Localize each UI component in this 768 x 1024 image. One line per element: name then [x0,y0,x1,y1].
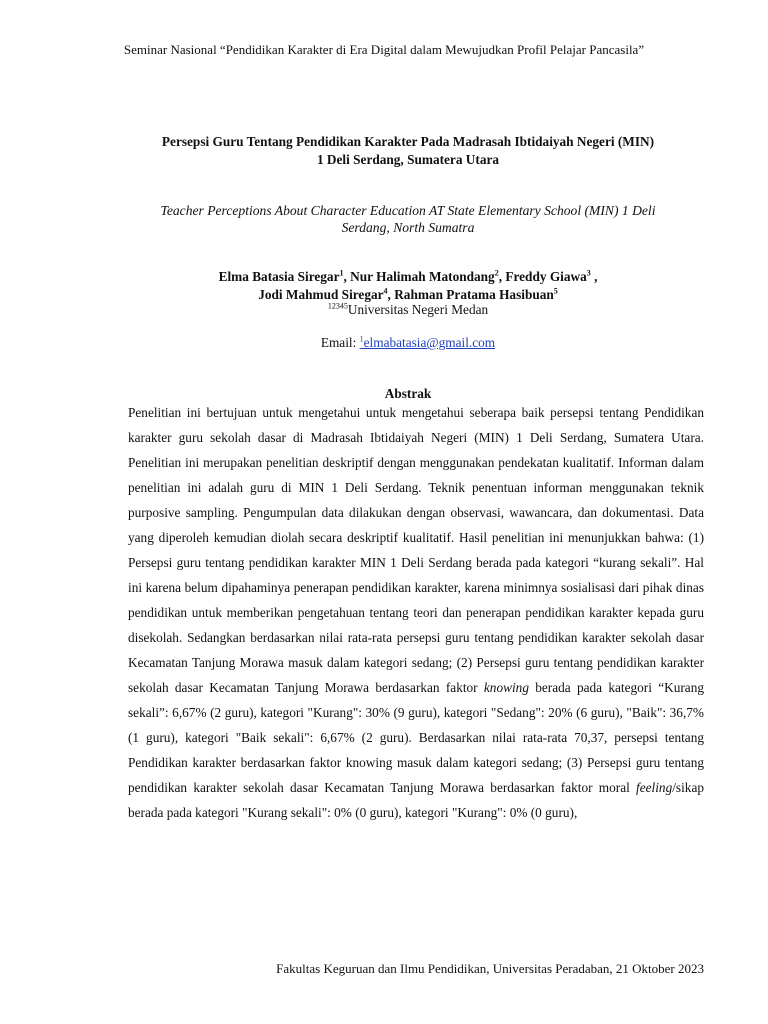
abstract-text: berada pada kategori “Kurang sekali”: 6,67% (2 guru), kategori "Kurang": 30% (9 guru), kategori "Sedang": 20% (6 guru), "Baik": 36,7% (1 guru), kategori "Baik sekali": 6,67% (2 guru). Berdasarkan nilai rata-rata 70,37, persepsi tentang Pendidikan karakter berdasarkan faktor knowing masuk dalam kategori sedang; (3) Persepsi guru tentang pendidikan karakter sekolah dasar Kecamatan Tanjung Morawa berdasarkan faktor moral [128,680,704,795]
running-header: Seminar Nasional “Pendidikan Karakter di Era Digital dalam Mewujudkan Profil Pelajar Pancasila” [123,42,645,57]
affiliation [0,302,768,318]
abstract-italic-term: feeling [636,780,673,795]
abstract-text: /sikap berada pada kategori "Kurang sekali": 0% (0 guru), kategori "Kurang": 0% (0 guru), [128,780,704,820]
email-address: elmabatasia@gmail.com [363,335,496,350]
paper-title-english-line: Serdang, North Sumatra [341,220,475,235]
email-label: Email: [320,335,360,350]
author-affiliation-mark: 5 [553,286,558,296]
affiliation-mark: 12345 [327,301,348,311]
paper-title-line: Persepsi Guru Tentang Pendidikan Karakter Pada Madrasah Ibtidaiyah Negeri (MIN) [161,134,655,149]
author-name: Freddy Giawa [505,269,587,284]
abstract-text: Penelitian ini bertujuan untuk mengetahui untuk mengetahui seberapa baik persepsi tentang Pendidikan karakter guru sekolah dasar di Madrasah Ibtidaiyah Negeri (MIN) 1 Deli Serdang, Sumatera Utara. Penelitian ini merupakan penelitian deskriptif dengan menggunakan pendekatan kualitatif. Informan dalam penelitian ini adalah guru di MIN 1 Deli Serdang. Teknik penentuan informan menggunakan teknik purposive sampling. Pengumpulan data dilakukan dengan observasi, wawancara, dan dokumentasi. Data yang diperoleh kemudian diolah secara deskriptif kualitatif. Hasil penelitian ini menunjukkan bahwa: (1) Persepsi guru tentang pendidikan karakter MIN 1 Deli Serdang berada pada kategori “kurang sekali”. Hal ini karena belum dipahaminya penerapan pendidikan karakter, karena minimnya sosialisasi dari pihak dinas pendidikan untuk memberikan pengetahuan tentang teori dan penerapan pendidikan karakter kepada guru disekolah. Sedangkan berdasarkan nilai rata-rata persepsi guru tentang pendidikan karakter sekolah dasar Kecamatan Tanjung Morawa masuk dalam kategori sedang; (2) Persepsi guru tentang pendidikan karakter sekolah dasar Kecamatan Tanjung Morawa berdasarkan faktor [128,405,704,695]
author-name: Nur Halimah Matondang [350,269,495,284]
author-name: Rahman Pratama Hasibuan [394,287,554,302]
author-separator: , [387,287,395,302]
contact-email [0,335,768,351]
author-affiliation-mark: 1 [339,268,344,278]
email-mark: 1 [359,334,364,344]
email-link[interactable] [360,335,496,350]
author-affiliation-mark: 4 [383,286,388,296]
author-separator: , [498,269,506,284]
page-footer: Fakultas Keguruan dan Ilmu Pendidikan, Universitas Peradaban, 21 Oktober 2023 [276,961,704,976]
author-line [60,268,756,286]
author-separator: , [343,269,351,284]
abstract-heading: Abstrak [384,386,432,401]
abstract-paragraph [128,400,704,825]
paper-title-english-line: Teacher Perceptions About Character Education AT State Elementary School (MIN) 1 Deli [160,203,656,218]
paper-title-english [100,202,716,236]
author-separator: , [590,269,598,284]
abstract-body [128,400,704,825]
author-affiliation-mark: 2 [494,268,499,278]
paper-title [80,133,736,169]
author-affiliation-mark: 3 [586,268,591,278]
affiliation-name: Universitas Negeri Medan [347,302,489,317]
author-name: Jodi Mahmud Siregar [258,287,384,302]
author-name: Elma Batasia Siregar [218,269,340,284]
abstract-italic-term: knowing [483,680,529,695]
paper-title-line: 1 Deli Serdang, Sumatera Utara [316,152,500,167]
author-list [60,268,756,304]
